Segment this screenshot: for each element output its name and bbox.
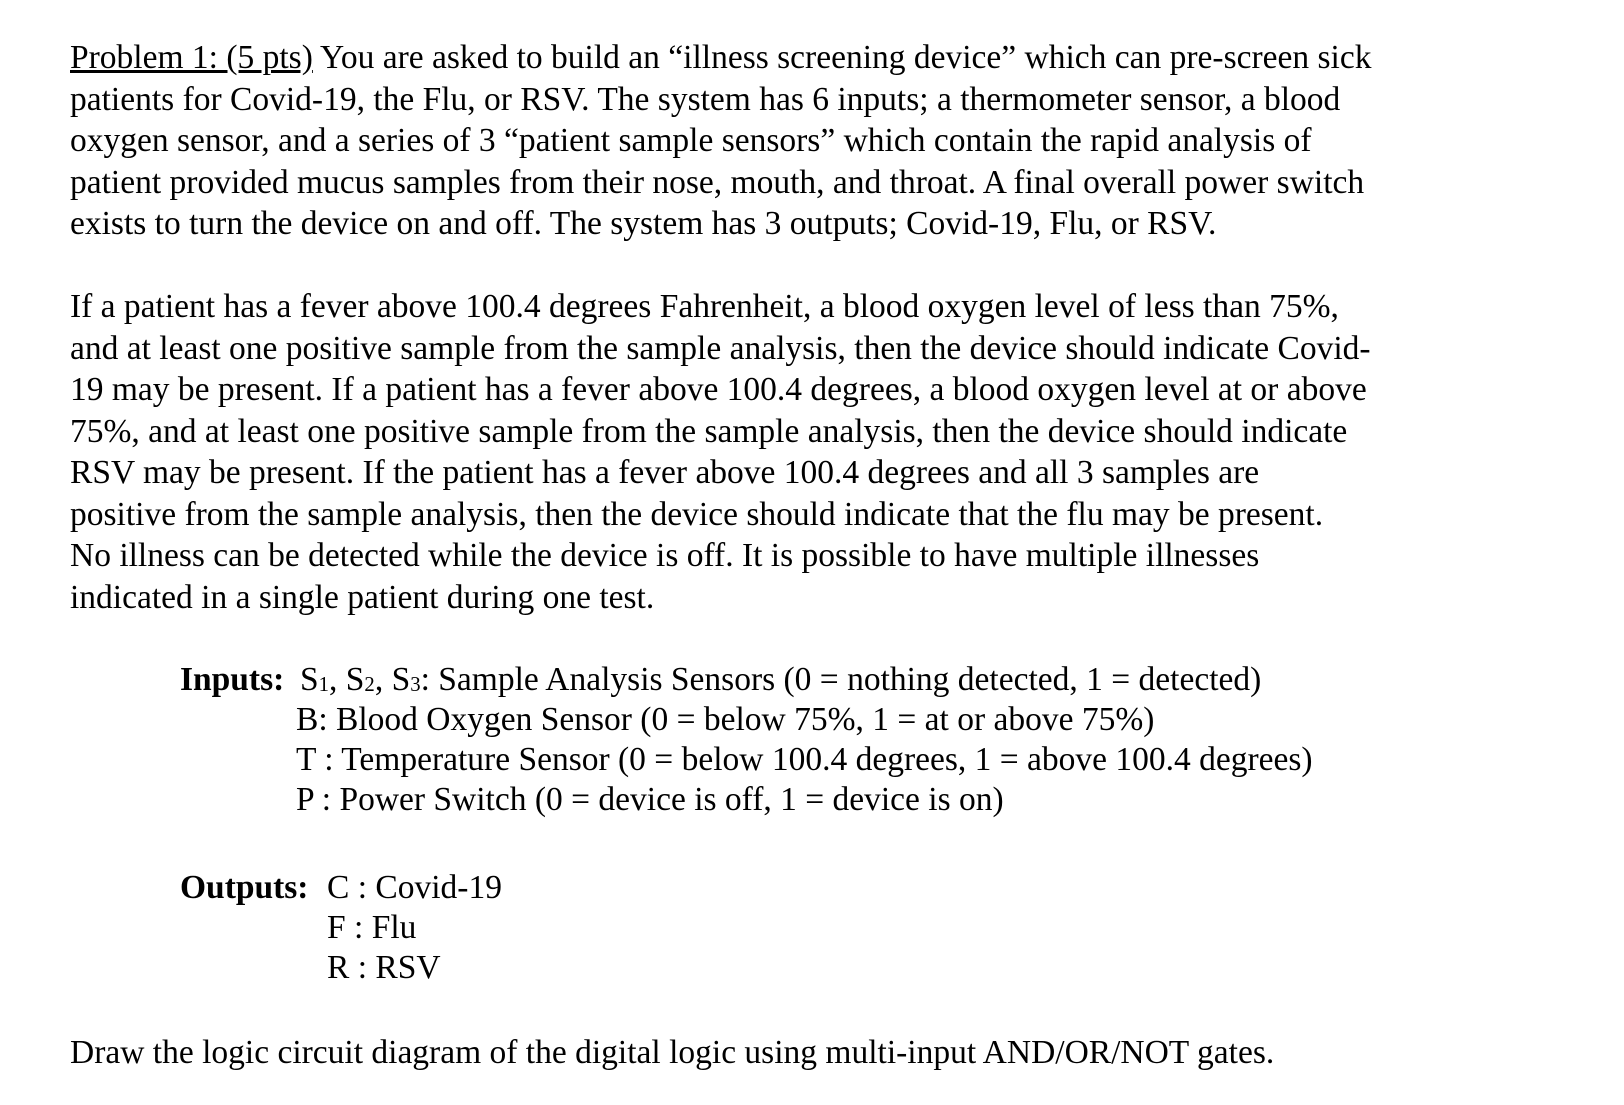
output-row-flu: F : Flu bbox=[327, 909, 417, 946]
input-row-blood-oxygen: B: Blood Oxygen Sensor (0 = below 75%, 1 = at or above 75%) bbox=[296, 701, 1155, 738]
sensor-subscript: 2 bbox=[364, 673, 375, 697]
paragraph-line bbox=[70, 37, 1570, 79]
paragraph-line: oxygen sensor, and a series of 3 “patient sample sensors” which contain the rapid analysis of bbox=[70, 122, 1312, 159]
input-row-temperature: T : Temperature Sensor (0 = below 100.4 degrees, 1 = above 100.4 degrees) bbox=[296, 741, 1313, 778]
paragraph-line: and at least one positive sample from the sample analysis, then the device should indicate Covid- bbox=[70, 329, 1371, 367]
paragraph-line: patient provided mucus samples from their nose, mouth, and throat. A final overall power switch bbox=[70, 163, 1365, 201]
paragraph-line: If a patient has a fever above 100.4 degrees Fahrenheit, a blood oxygen level of less than 75%, bbox=[70, 288, 1339, 325]
sensor-description: : Sample Analysis Sensors (0 = nothing detected, 1 = detected) bbox=[420, 661, 1262, 698]
paragraph-line: No illness can be detected while the device is off. It is possible to have multiple illnesses bbox=[70, 537, 1260, 574]
paragraph-line: patients for Covid-19, the Flu, or RSV. The system has 6 inputs; a thermometer sensor, a blood bbox=[70, 80, 1341, 118]
sensor-letter: S bbox=[345, 661, 365, 698]
problem-heading: Problem 1: (5 pts) bbox=[70, 39, 313, 76]
paragraph-line: RSV may be present. If the patient has a fever above 100.4 degrees and all 3 samples are bbox=[70, 454, 1260, 491]
paragraph-line: 75%, and at least one positive sample from the sample analysis, then the device should indicate bbox=[70, 412, 1348, 450]
outputs-label: Outputs: bbox=[180, 869, 309, 906]
instruction-text: Draw the logic circuit diagram of the digital logic using multi-input AND/OR/NOT gates. bbox=[70, 1034, 1275, 1071]
sensor-letter: S bbox=[300, 661, 319, 698]
sensor-subscript: 3 bbox=[410, 673, 421, 697]
separator: , bbox=[329, 661, 346, 698]
input-row-power: P : Power Switch (0 = device is off, 1 = device is on) bbox=[296, 781, 1004, 818]
line-text: You are asked to build an “illness screening device” which can pre-screen sick bbox=[312, 39, 1372, 76]
paragraph-line: indicated in a single patient during one test. bbox=[70, 578, 655, 616]
output-row-rsv: R : RSV bbox=[327, 949, 441, 986]
sensor-letter: S bbox=[391, 661, 411, 698]
conditions-paragraph bbox=[70, 286, 1570, 618]
output-row-covid: C : Covid-19 bbox=[327, 869, 502, 906]
paragraph-line: exists to turn the device on and off. The system has 3 outputs; Covid-19, Flu, or RSV. bbox=[70, 205, 1217, 242]
sensor-subscript: 1 bbox=[318, 673, 330, 697]
separator: , bbox=[374, 661, 392, 698]
problem-description-paragraph bbox=[70, 37, 1570, 245]
paragraph-line: positive from the sample analysis, then the device should indicate that the flu may be present. bbox=[70, 495, 1324, 533]
paragraph-line: 19 may be present. If a patient has a fever above 100.4 degrees, a blood oxygen level at or above bbox=[70, 371, 1367, 408]
inputs-label: Inputs: bbox=[180, 661, 285, 698]
